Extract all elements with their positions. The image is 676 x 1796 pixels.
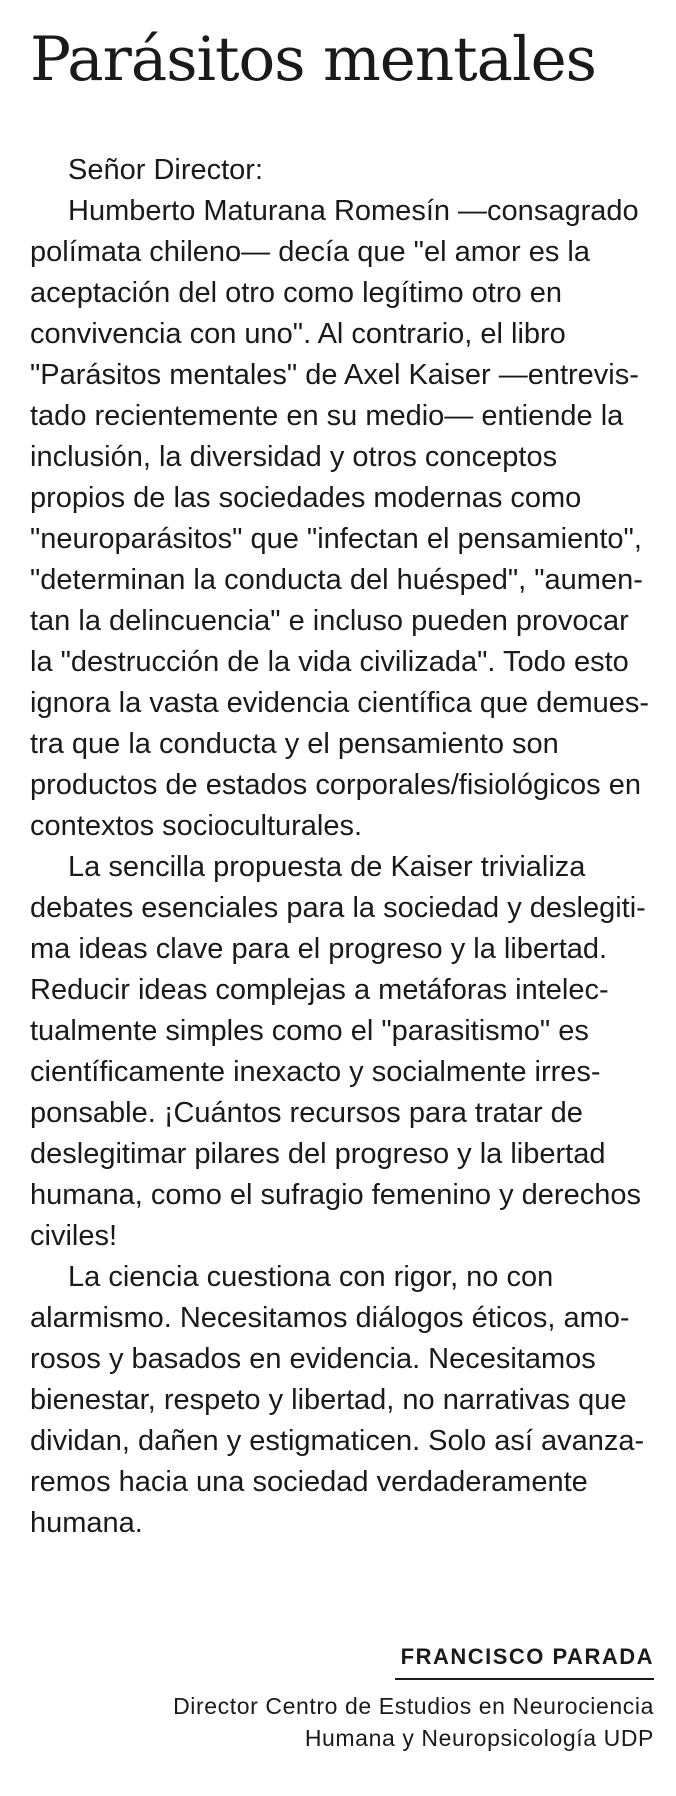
- body-line: polímata chileno— decía que "el amor es la: [30, 236, 590, 268]
- body-line: Reducir ideas complejas a metáforas intelec-: [30, 974, 609, 1006]
- signature-title-line: Humana y Neuropsicología UDP: [304, 1725, 654, 1751]
- body-line: civiles!: [30, 1220, 118, 1252]
- body-line: inclusión, la diversidad y otros conceptos: [30, 441, 558, 473]
- body-line: La ciencia cuestiona con rigor, no con: [68, 1261, 554, 1293]
- body-line: humana, como el sufragio femenino y derechos: [30, 1179, 641, 1211]
- body-line: Humberto Maturana Romesín —consagrado: [68, 195, 639, 227]
- letter-title: Parásitos mentales: [30, 24, 596, 95]
- signature-affiliation: [94, 1690, 654, 1754]
- body-line: deslegitimar pilares del progreso y la libertad: [30, 1138, 606, 1170]
- body-line: "determinan la conducta del huésped", "aumen-: [30, 564, 643, 596]
- body-line: dividan, dañen y estigmaticen. Solo así avanza-: [30, 1425, 645, 1457]
- signature-title-line: Director Centro de Estudios en Neurociencia: [173, 1693, 654, 1719]
- body-line: ponsable. ¡Cuántos recursos para tratar de: [30, 1097, 583, 1129]
- body-line: remos hacia una sociedad verdaderamente: [30, 1466, 588, 1498]
- letter-body: [30, 150, 660, 1544]
- body-line: tan la delincuencia" e incluso pueden provocar: [30, 605, 629, 637]
- body-line: debates esenciales para la sociedad y deslegiti-: [30, 892, 646, 924]
- body-line: tra que la conducta y el pensamiento son: [30, 728, 559, 760]
- body-line: científicamente inexacto y socialmente irres-: [30, 1056, 601, 1088]
- body-line: alarmismo. Necesitamos diálogos éticos, amo-: [30, 1302, 630, 1334]
- body-line: "Parásitos mentales" de Axel Kaiser —entrevis-: [30, 359, 639, 391]
- body-line: humana.: [30, 1507, 143, 1539]
- body-line: la "destrucción de la vida civilizada". Todo esto: [30, 646, 629, 678]
- signature-divider: [395, 1678, 654, 1680]
- body-line: La sencilla propuesta de Kaiser trivializa: [68, 851, 586, 883]
- body-line: ma ideas clave para el progreso y la libertad.: [30, 933, 608, 965]
- body-line: bienestar, respeto y libertad, no narrativas que: [30, 1384, 627, 1416]
- body-line: convivencia con uno". Al contrario, el libro: [30, 318, 566, 350]
- body-line: contextos socioculturales.: [30, 810, 363, 842]
- body-line: "neuroparásitos" que "infectan el pensamiento",: [30, 523, 642, 555]
- body-line: aceptación del otro como legítimo otro en: [30, 277, 562, 309]
- body-line: tualmente simples como el "parasitismo" es: [30, 1015, 589, 1047]
- salutation: Señor Director:: [68, 154, 264, 186]
- body-line: propios de las sociedades modernas como: [30, 482, 582, 514]
- signature-name: FRANCISCO PARADA: [400, 1644, 654, 1669]
- body-line: tado recientemente en su medio— entiende la: [30, 400, 624, 432]
- body-line: productos de estados corporales/fisiológicos en: [30, 769, 641, 801]
- body-line: ignora la vasta evidencia científica que demues-: [30, 687, 650, 719]
- body-line: rosos y basados en evidencia. Necesitamos: [30, 1343, 596, 1375]
